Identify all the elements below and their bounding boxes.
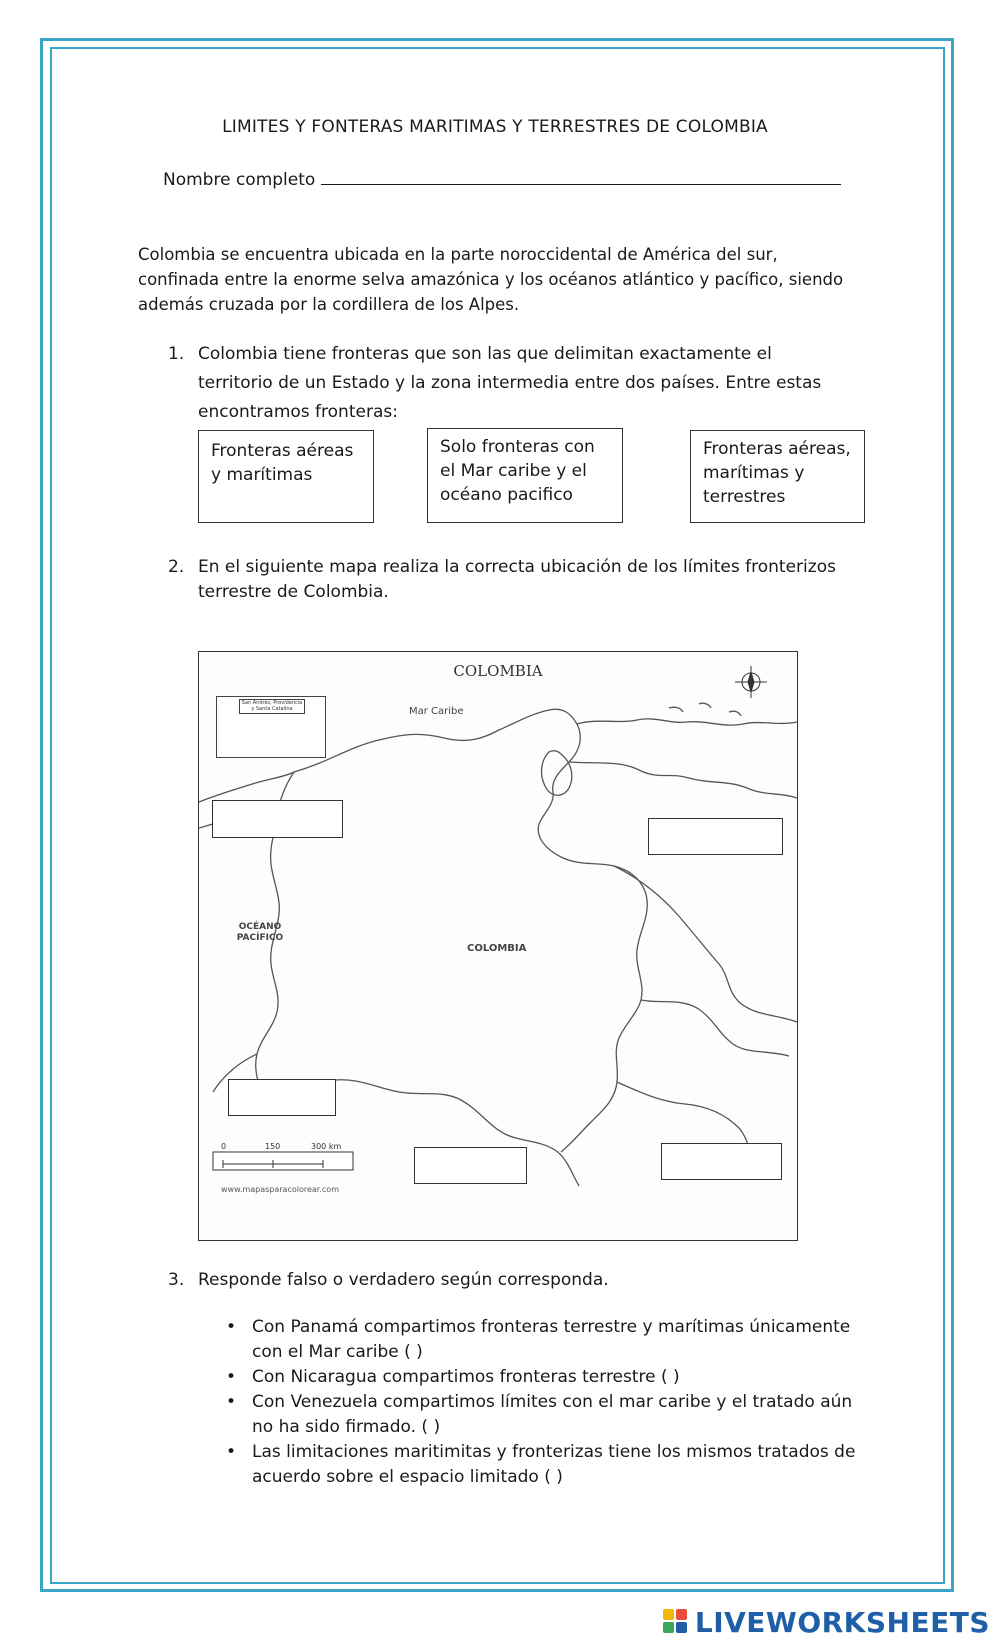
brand-name: LIVEWORKSHEETS	[694, 1605, 990, 1639]
question-2	[168, 555, 848, 609]
list-item[interactable]: • Con Venezuela compartimos límites con el mar caribe y el tratado aún no ha sido firmado. ( )	[226, 1392, 853, 1437]
scale-label-300: 300 km	[311, 1142, 342, 1151]
scale-label-150: 150	[265, 1142, 281, 1151]
list-item[interactable]: • Con Nicaragua compartimos fronteras terrestre ( )	[220, 1365, 870, 1390]
question-2-number: 2.	[168, 557, 185, 577]
map-website: www.mapasparacolorear.com	[221, 1185, 339, 1194]
bullet-icon: •	[226, 1442, 237, 1462]
question-3	[168, 1266, 848, 1296]
question-1-number: 1.	[168, 344, 185, 364]
drop-box-ecuador[interactable]	[228, 1079, 336, 1116]
name-label: Nombre completo	[163, 170, 316, 190]
worksheet-title: LIMITES Y FONTERAS MARITIMAS Y TERRESTRES DE COLOMBIA	[222, 117, 768, 137]
logo-grid-icon	[663, 1609, 689, 1635]
question-1	[168, 340, 848, 430]
answer-option-3[interactable]: Fronteras aéreas, marítimas y terrestres	[690, 430, 865, 523]
map-title: COLOMBIA	[453, 662, 543, 680]
name-field[interactable]	[321, 168, 841, 185]
bullet-icon: •	[226, 1317, 237, 1337]
answer-option-2[interactable]: Solo fronteras con el Mar caribe y el océano pacifico	[427, 428, 623, 523]
drop-box-peru[interactable]	[414, 1147, 527, 1184]
intro-paragraph: Colombia se encuentra ubicada en la parte noroccidental de América del sur, confinada entre la enorme selva amazónica y los océanos atlántico y pacífico, siendo además cruzada por la cordillera de los Alpes.	[138, 245, 844, 314]
list-item[interactable]: • Las limitaciones maritimitas y fronterizas tiene los mismos tratados de acuerdo sobre el espacio limitado ( )	[226, 1442, 856, 1487]
question-2-text: En el siguiente mapa realiza la correcta ubicación de los límites fronterizos terrestre de Colombia.	[198, 557, 836, 602]
label-colombia-center: COLOMBIA	[467, 943, 527, 954]
liveworksheets-logo[interactable]	[663, 1607, 990, 1637]
colombia-map	[198, 651, 798, 1241]
true-false-list	[220, 1315, 870, 1490]
bullet-icon: •	[226, 1367, 237, 1387]
name-row	[163, 168, 841, 190]
drop-box-venezuela[interactable]	[648, 818, 783, 855]
label-mar-caribe: Mar Caribe	[409, 706, 464, 717]
list-item[interactable]: • Con Panamá compartimos fronteras terrestre y marítimas únicamente con el Mar caribe ( )	[226, 1317, 851, 1362]
bullet-icon: •	[226, 1392, 237, 1412]
inset-title: San Andrés, Providencia y Santa Catalina	[239, 699, 305, 714]
drop-box-panama[interactable]	[212, 800, 343, 838]
inset-map	[216, 696, 326, 758]
label-oceano-pacifico: OCÉANO PACÍFICO	[236, 922, 284, 943]
question-3-text: Responde falso o verdadero según corresponda.	[198, 1270, 609, 1290]
question-1-text: Colombia tiene fronteras que son las que delimitan exactamente el territorio de un Estado y la zona intermedia entre dos países. Entre estas encontramos fronteras:	[198, 344, 822, 422]
drop-box-brasil[interactable]	[661, 1143, 782, 1180]
scale-label-0: 0	[221, 1142, 227, 1151]
question-3-number: 3.	[168, 1270, 185, 1290]
answer-option-1[interactable]: Fronteras aéreas y marítimas	[198, 430, 374, 523]
